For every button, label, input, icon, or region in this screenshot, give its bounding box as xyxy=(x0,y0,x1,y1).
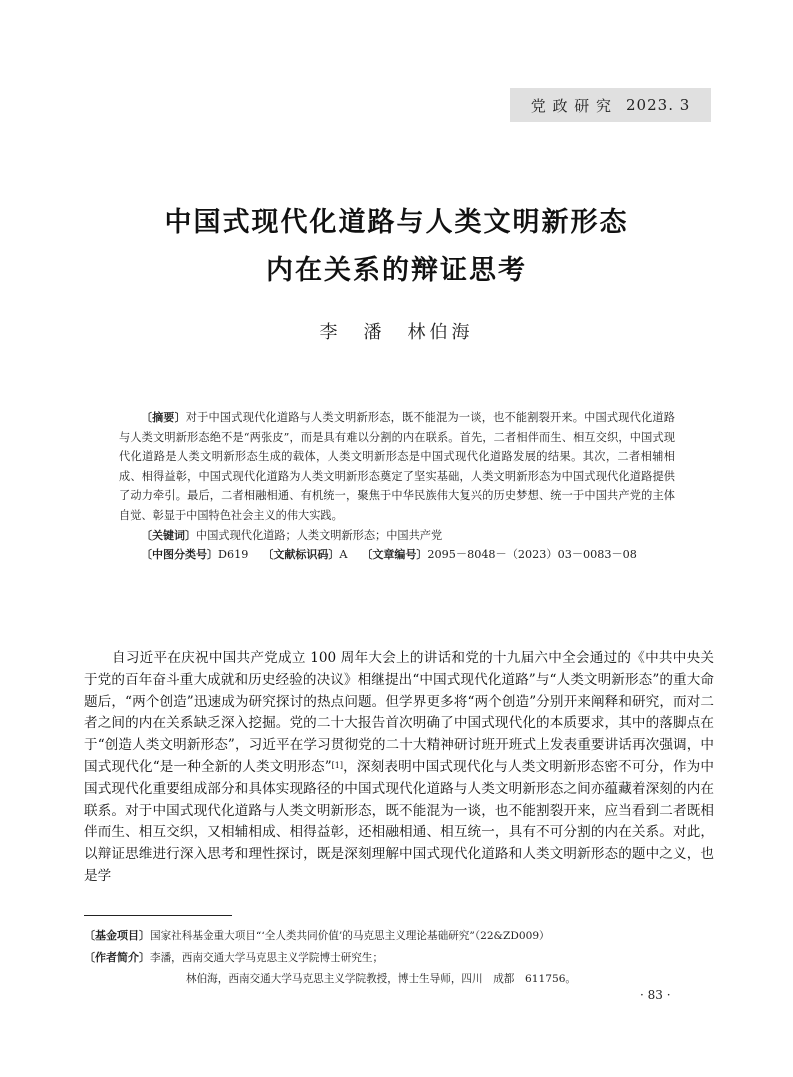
keywords-text: 中国式现代化道路；人类文明新形态；中国共产党 xyxy=(196,528,443,542)
fund-text: 国家社科基金重大项目“‘全人类共同价值’的马克思主义理论基础研究”（22&ZD009） xyxy=(150,930,550,942)
page-number: · 83 · xyxy=(640,988,671,1002)
footnotes xyxy=(84,925,724,990)
body-text-part-1: 自习近平在庆祝中国共产党成立 100 周年大会上的讲话和党的十九届六中全会通过的《中共中央关于党的百年奋斗重大成就和历史经验的决议》相继提出“中国式现代化道路”与“人类文明新形态”的重大命题后，“两个创造”迅速成为研究探讨的热点问题。但学界更多将“两个创造”分别开来阐释和研究，而对二者之间的内在关系缺乏深入挖掘。党的二十大报告首次明确了中国式现代化的本质要求，其中的落脚点在于“创造人类文明新形态”，习近平在学习贯彻党的二十大精神研讨班开班式上发表重要讲话再次强调，中国式现代化“是一种全新的人类文明形态” xyxy=(84,650,714,775)
journal-header xyxy=(510,88,711,122)
author-footnote-continued xyxy=(84,969,724,990)
author-names: 李 潘 林伯海 xyxy=(319,322,474,343)
abstract-paragraph xyxy=(119,408,675,526)
journal-name: 党 政 研 究 xyxy=(530,96,613,115)
body-paragraph xyxy=(84,648,714,888)
clc-label: 〔中图分类号〕 xyxy=(141,548,218,562)
doc-code-value: A xyxy=(339,548,348,562)
fund-label: 〔基金项目〕 xyxy=(84,929,150,942)
abstract-section xyxy=(119,408,675,565)
body-text xyxy=(84,648,714,888)
keywords-label: 〔关键词〕 xyxy=(141,528,196,542)
doc-code-label: 〔文献标识码〕 xyxy=(262,548,340,562)
article-number-value: 2095－8048－（2023）03－0083－08 xyxy=(427,548,637,562)
article-number-label: 〔文章编号〕 xyxy=(361,548,428,562)
article-title-line-1: 中国式现代化道路与人类文明新形态 xyxy=(164,207,629,238)
fund-footnote xyxy=(84,925,724,947)
author-footnote xyxy=(84,947,724,969)
body-text-part-2: ，深刻表明中国式现代化与人类文明新形态密不可分，作为中国式现代化重要组成部分和具体实现路径的中国式现代化道路与人类文明新形态之间亦蕴藏着深刻的内在联系。对于中国式现代化道路与人类文明新形态，既不能混为一谈，也不能割裂开来，应当看到二者既相伴而生、相互交织，又相辅相成、相得益彰，还相融相通、相互统一，具有不可分割的内在关系。对此，以辩证思维进行深入思考和理性探讨，既是深刻理解中国式现代化道路和人类文明新形态的题中之义，也是学 xyxy=(84,758,715,884)
author-info-1: 李潘，西南交通大学马克思主义学院博士研究生； xyxy=(150,952,384,964)
author-info-2: 林伯海，西南交通大学马克思主义学院教授，博士生导师，四川 成都 611756。 xyxy=(186,973,577,985)
footnote-divider xyxy=(84,915,232,916)
article-title-line-2: 内在关系的辩证思考 xyxy=(266,255,527,286)
keywords-line xyxy=(119,526,675,546)
abstract-text: 对于中国式现代化道路与人类文明新形态，既不能混为一谈，也不能割裂开来。中国式现代化道路与人类文明新形态绝不是“两张皮”，而是具有难以分割的内在联系。首先，二者相伴而生、相互交织，中国式现代化道路是人类文明新形态生成的载体，人类文明新形态是中国式现代化道路发展的结果。其次，二者相辅相成、相得益彰，中国式现代化道路为人类文明新形态奠定了坚实基础，人类文明新形态为中国式现代化道路提供了动力牵引。最后，二者相融相通、有机统一，聚焦于中华民族伟大复兴的历史梦想、统一于中国共产党的主体自觉、彰显于中国特色社会主义的伟大实践。 xyxy=(119,411,675,522)
abstract-label: 〔摘要〕 xyxy=(141,411,186,424)
author-info-label: 〔作者简介〕 xyxy=(84,951,150,964)
reference-marker: [1] xyxy=(331,760,343,770)
classification-line xyxy=(119,545,675,565)
journal-issue: 2023. 3 xyxy=(626,96,691,114)
clc-value: D619 xyxy=(218,548,249,562)
